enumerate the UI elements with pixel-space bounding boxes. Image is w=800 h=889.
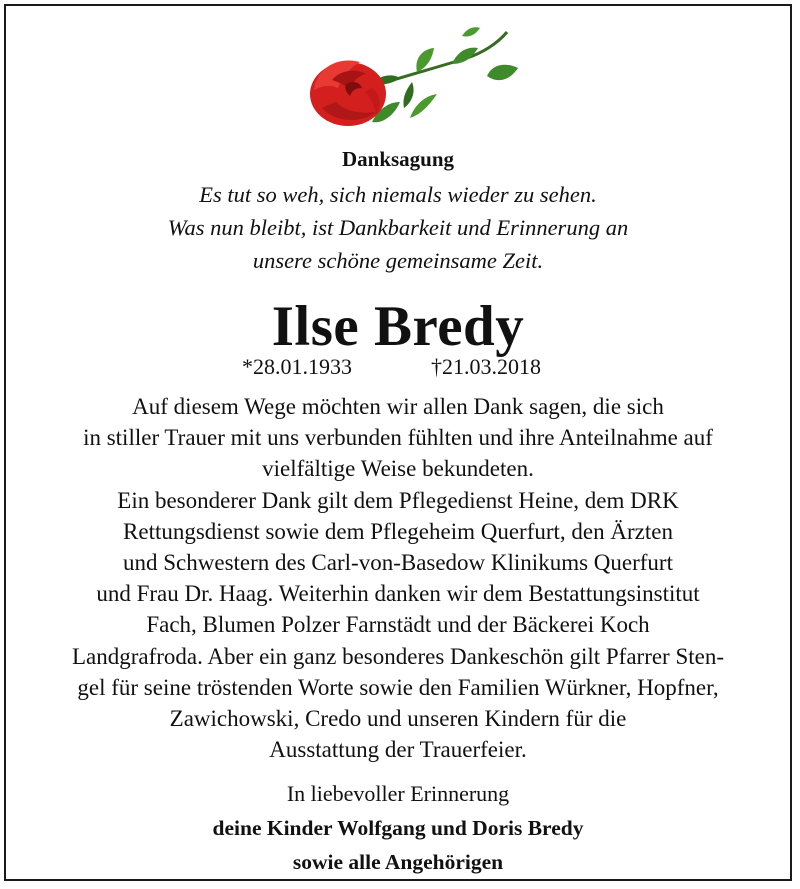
body-line: und Frau Dr. Haag. Weiterhin danken wir dem Bestattungsinstitut — [96, 581, 700, 607]
body-line: Ausstattung der Trauerfeier. — [269, 737, 527, 763]
life-dates — [6, 352, 790, 382]
memorial-quote — [6, 178, 790, 277]
body-line: Zawichowski, Credo und unseren Kindern für die — [169, 706, 627, 732]
body-line: Ein besonderer Dank gilt dem Pflegedienst Heine, dem DRK — [117, 487, 679, 513]
body-line: Rettungsdienst sowie dem Pflegeheim Querfurt, den Ärzten — [123, 518, 673, 544]
deceased-name: Ilse Bredy — [271, 295, 525, 358]
body-line: vielfältige Weise bekundeten. — [262, 456, 534, 482]
body-line: Landgrafroda. Aber ein ganz besonderes Dankeschön gilt Pfarrer Sten- — [71, 643, 725, 669]
body-line: Auf diesem Wege möchten wir allen Dank sagen, die sich — [132, 394, 664, 419]
signature-line: sowie alle Angehörigen — [292, 850, 504, 874]
death-date: †21.03.2018 — [431, 354, 541, 379]
closing-block — [6, 777, 790, 879]
thank-you-text — [6, 391, 790, 765]
quote-line: Was nun bleibt, ist Dankbarkeit und Erinnerung an — [167, 215, 629, 240]
heading-danksagung: Danksagung — [341, 147, 455, 171]
red-rose-icon — [302, 24, 522, 136]
closing-line: In liebevoller Erinnerung — [286, 781, 510, 806]
body-line: in stiller Trauer mit uns verbunden fühlten und ihre Anteilnahme auf — [83, 425, 713, 451]
quote-line: unsere schöne gemeinsame Zeit. — [252, 248, 544, 273]
birth-date: *28.01.1933 — [242, 354, 352, 379]
body-line: und Schwestern des Carl-von-Basedow Klinikums Querfurt — [123, 550, 673, 576]
obituary-frame — [4, 4, 792, 881]
signature-line: deine Kinder Wolfgang und Doris Bredy — [212, 816, 584, 840]
body-line: gel für seine tröstenden Worte sowie den Familien Würkner, Hopfner, — [77, 674, 719, 700]
quote-line: Es tut so weh, sich niemals wieder zu sehen. — [199, 182, 597, 207]
body-line: Fach, Blumen Polzer Farnstädt und der Bäckerei Koch — [146, 612, 650, 638]
